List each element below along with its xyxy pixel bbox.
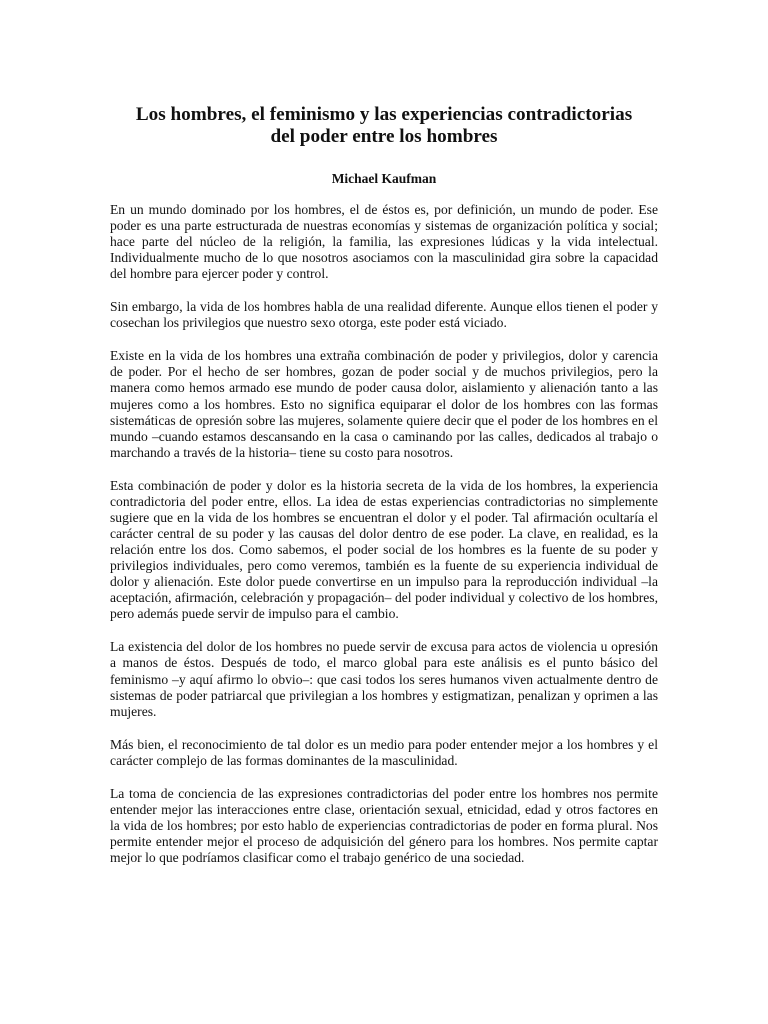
document-body [110,202,658,866]
paragraph: Más bien, el reconocimiento de tal dolor es un medio para poder entender mejor a los hombres y el carácter complejo de las formas dominantes de la masculinidad. [110,736,658,768]
paragraph: La existencia del dolor de los hombres no puede servir de excusa para actos de violencia u opresión a manos de éstos. Después de todo, el marco global para este análisis es el punto básico del feminismo –y aquí afirmo lo obvio–: que casi todos los seres humanos viven actualmente dentro de sistemas de poder patriarcal que privilegian a los hombres y estigmatizan, penalizan y oprimen a las mujeres. [110,639,658,719]
paragraph: La toma de conciencia de las expresiones contradictorias del poder entre los hombres nos permite entender mejor las interacciones entre clase, orientación sexual, etnicidad, edad y otros factores en la vida de los hombres; por esto hablo de experiencias contradictorias de poder en forma plural. Nos permite entender mejor el proceso de adquisición del género para los hombres. Nos permite captar mejor lo que podríamos clasificar como el trabajo genérico de una sociedad. [110,785,658,865]
document-page [110,104,658,866]
title-line-2: del poder entre los hombres [270,126,498,147]
paragraph: Existe en la vida de los hombres una extraña combinación de poder y privilegios, dolor y carencia de poder. Por el hecho de ser hombres, gozan de poder social y de muchos privilegios, pero la manera como hemos armado ese mundo de poder causa dolor, aislamiento y alienación tanto a las mujeres como a los hombres. Esto no significa equiparar el dolor de los hombres con las formas sistemáticas de opresión sobre las mujeres, solamente quiere decir que el poder de los hombres en el mundo –cuando estamos descansando en la casa o caminando por las calles, dedicados al trabajo o marchando a través de la historia– tiene su costo para nosotros. [110,348,658,460]
paragraph: En un mundo dominado por los hombres, el de éstos es, por definición, un mundo de poder. Ese poder es una parte estructurada de nuestras economías y sistemas de organización política y social; hace parte del núcleo de la religión, la familia, las expresiones lúdicas y la vida intelectual. Individualmente mucho de lo que nosotros asociamos con la masculinidad gira sobre la capacidad del hombre para ejercer poder y control. [110,202,658,282]
paragraph: Sin embargo, la vida de los hombres habla de una realidad diferente. Aunque ellos tienen el poder y cosechan los privilegios que nuestro sexo otorga, este poder está viciado. [110,299,658,331]
document-title [110,104,658,148]
author-name: Michael Kaufman [331,171,437,186]
paragraph: Esta combinación de poder y dolor es la historia secreta de la vida de los hombres, la experiencia contradictoria del poder entre, ellos. La idea de estas experiencias contradictorias no simplemente sugiere que en la vida de los hombres se encuentran el dolor y el poder. Tal afirmación ocultaría el carácter central de su poder y las causas del dolor dentro de ese poder. La clave, en realidad, es la relación entre los dos. Como sabemos, el poder social de los hombres es la fuente de su poder y privilegios individuales, pero como veremos, también es la fuente de su experiencia individual de dolor y alienación. Este dolor puede convertirse en un impulso para la reproducción individual –la aceptación, afirmación, celebración y propagación– del poder individual y colectivo de los hombres, pero además puede servir de impulso para el cambio. [110,477,658,622]
title-line-1: Los hombres, el feminismo y las experiencias contradictorias [135,104,633,125]
